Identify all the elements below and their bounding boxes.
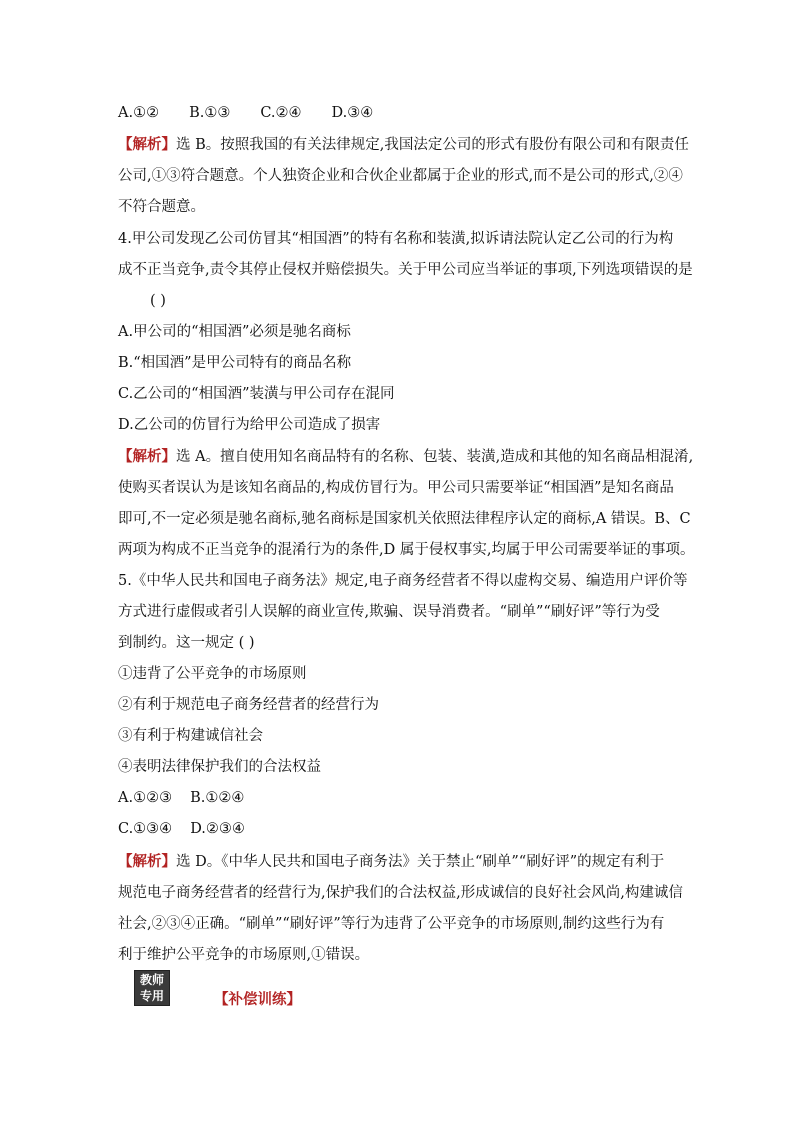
q3-option-a: A.①② bbox=[118, 105, 160, 121]
q5-stem-line-3: 到制约。这一规定 ( ) bbox=[118, 635, 255, 651]
q4-stem-line-1: 4.甲公司发现乙公司仿冒其“相国酒”的特有名称和装潢,拟诉请法院认定乙公司的行为构 bbox=[118, 231, 674, 247]
q4-analysis-line-4: 两项为构成不正当竞争的混淆行为的条件,D 属于侵权事实,均属于甲公司需要举证的事项。 bbox=[118, 542, 695, 558]
supplementary-training-heading: 【补偿训练】 bbox=[214, 992, 301, 1008]
badge-line-1: 教师 bbox=[139, 973, 164, 987]
q5-options-row-2 bbox=[118, 819, 275, 839]
q4-option-b: B.“相国酒”是甲公司特有的商品名称 bbox=[118, 355, 352, 371]
q4-option-d: D.乙公司的仿冒行为给甲公司造成了损害 bbox=[118, 417, 381, 433]
q5-stem-line-2: 方式进行虚假或者引人误解的商业宣传,欺骗、误导消费者。“刷单”“刷好评”等行为受 bbox=[118, 604, 660, 620]
q5-statement-4: ④表明法律保护我们的合法权益 bbox=[118, 759, 321, 775]
q3-analysis-line-1 bbox=[118, 135, 689, 155]
teacher-only-badge bbox=[134, 970, 170, 1006]
q3-options bbox=[118, 103, 403, 123]
q5-option-d: D.②③④ bbox=[190, 821, 245, 837]
q3-analysis-line-2: 公司,①③符合题意。个人独资企业和合伙企业都属于企业的形式,而不是公司的形式,②④ bbox=[118, 168, 683, 184]
q5-stem-line-1: 5.《中华人民共和国电子商务法》规定,电子商务经营者不得以虚构交易、编造用户评价等 bbox=[118, 573, 688, 589]
q3-analysis-text-1: 选 B。按照我国的有关法律规定,我国法定公司的形式有股份有限公司和有限责任 bbox=[176, 137, 689, 153]
badge-line-2: 专用 bbox=[139, 989, 164, 1003]
q5-option-c: C.①③④ bbox=[118, 821, 173, 837]
q4-answer-blank: ( ) bbox=[150, 293, 166, 309]
q3-option-b: B.①③ bbox=[189, 105, 231, 121]
q5-statement-3: ③有利于构建诚信社会 bbox=[118, 728, 263, 744]
analysis-tag: 【解析】 bbox=[118, 448, 176, 465]
q5-analysis-line-1 bbox=[118, 852, 664, 872]
q5-analysis-line-4: 利于维护公平竞争的市场原则,①错误。 bbox=[118, 947, 370, 963]
q5-statement-2: ②有利于规范电子商务经营者的经营行为 bbox=[118, 697, 379, 713]
q4-stem-line-2: 成不正当竞争,责令其停止侵权并赔偿损失。关于甲公司应当举证的事项,下列选项错误的是 bbox=[118, 262, 693, 278]
q4-analysis-line-2: 使购买者误认为是该知名商品的,构成仿冒行为。甲公司只需要举证“相国酒”是知名商品 bbox=[118, 480, 674, 496]
q5-analysis-line-3: 社会,②③④正确。“刷单”“刷好评”等行为违背了公平竞争的市场原则,制约这些行为有 bbox=[118, 916, 665, 932]
q3-analysis-line-3: 不符合题意。 bbox=[118, 199, 205, 215]
q4-analysis-text-1: 选 A。擅自使用知名商品特有的名称、包装、装潢,造成和其他的知名商品相混淆, bbox=[176, 449, 694, 465]
q3-option-d: D.③④ bbox=[331, 105, 374, 121]
q5-options-row-1 bbox=[118, 788, 274, 808]
q4-analysis-line-3: 即可,不一定必须是驰名商标,驰名商标是国家机关依照法律程序认定的商标,A 错误。B、C bbox=[118, 511, 691, 527]
q5-analysis-line-2: 规范电子商务经营者的经营行为,保护我们的合法权益,形成诚信的良好社会风尚,构建诚信 bbox=[118, 885, 683, 901]
analysis-tag: 【解析】 bbox=[118, 136, 176, 153]
q4-option-c: C.乙公司的“相国酒”装潢与甲公司存在混同 bbox=[118, 386, 395, 402]
q3-option-c: C.②④ bbox=[260, 105, 302, 121]
q4-analysis-line-1 bbox=[118, 447, 693, 467]
q5-statement-1: ①违背了公平竞争的市场原则 bbox=[118, 666, 307, 682]
q5-option-a: A.①②③ bbox=[118, 790, 173, 806]
analysis-tag: 【解析】 bbox=[118, 853, 176, 870]
q5-option-b: B.①②④ bbox=[190, 790, 245, 806]
q5-analysis-text-1: 选 D。《中华人民共和国电子商务法》关于禁止“刷单”“刷好评”的规定有利于 bbox=[176, 854, 665, 870]
q4-option-a: A.甲公司的“相国酒”必须是驰名商标 bbox=[118, 324, 351, 340]
